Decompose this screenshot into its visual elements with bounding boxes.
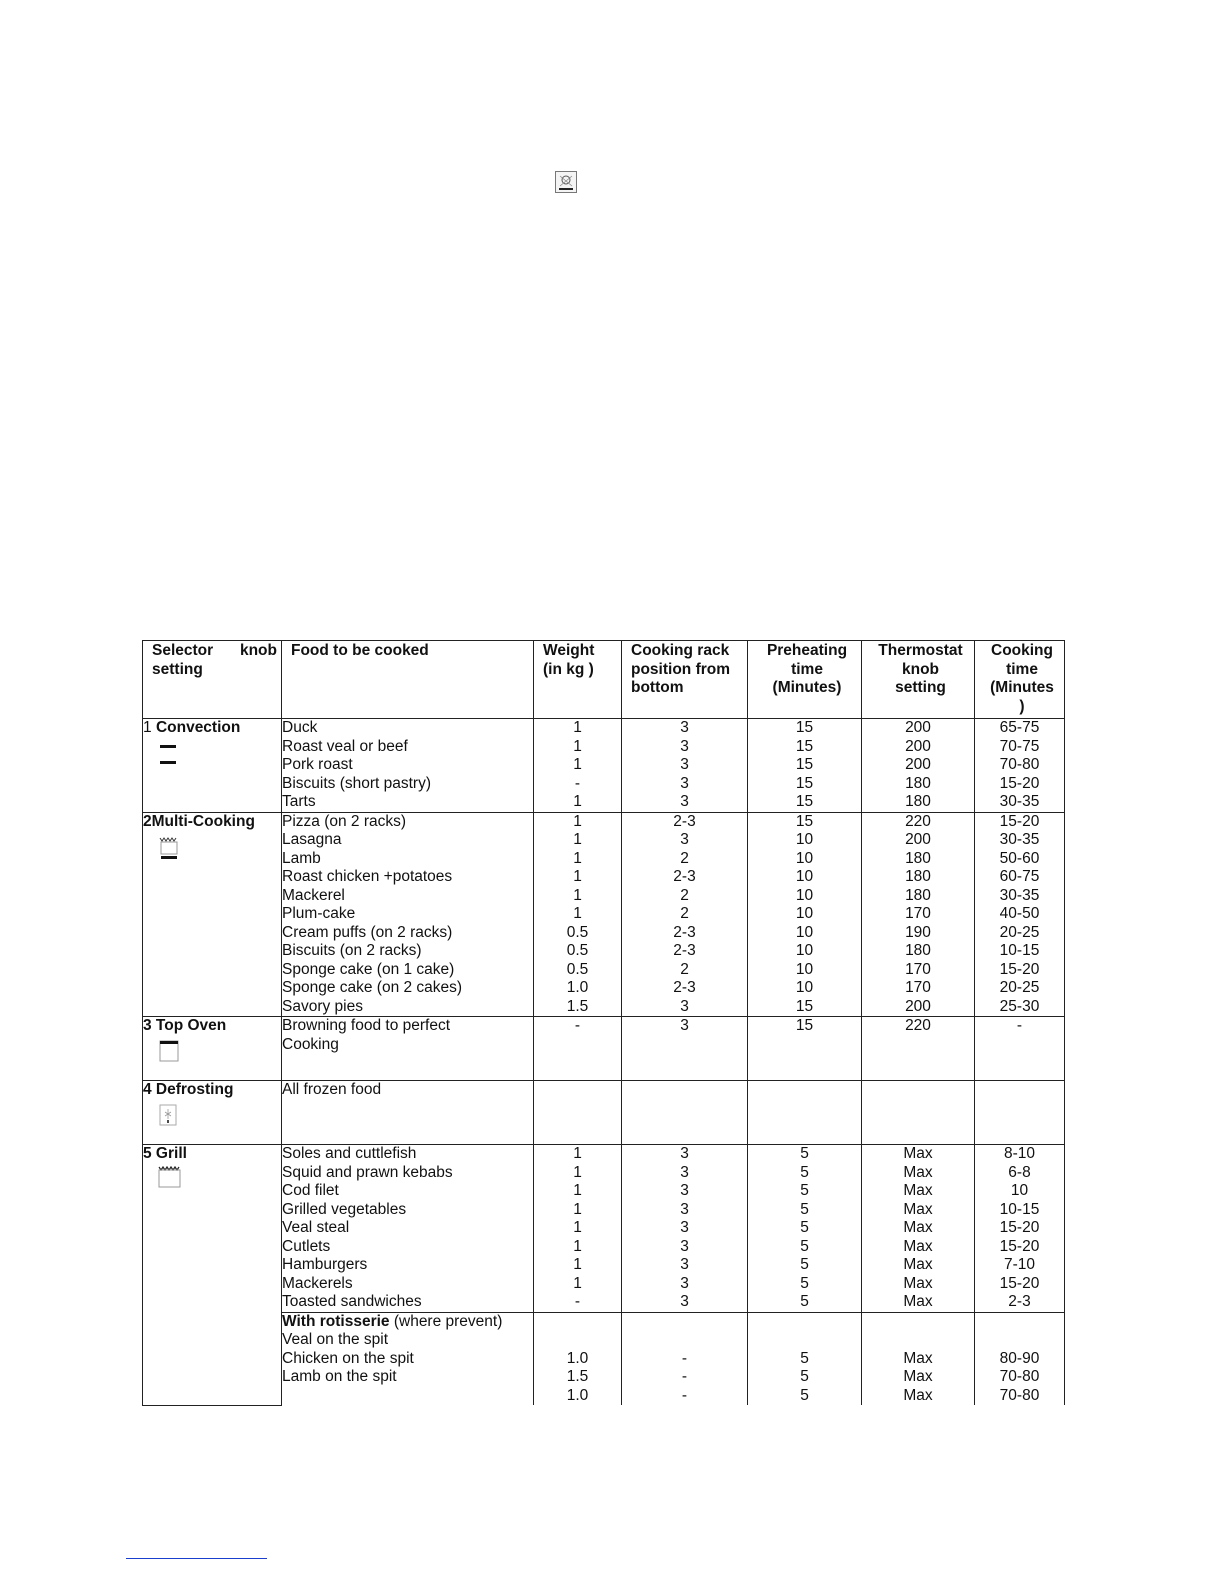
header-preheat-line: (Minutes) [772,679,842,696]
convection-weights-item: 1 [573,793,582,810]
grill-row [143,1145,1065,1313]
multi-cooking-preheat [748,812,862,1017]
multi-cooking-foods-item: Sponge cake (on 2 cakes) [282,979,463,996]
rotisserie-time-item: 70-80 [999,1386,1040,1404]
multi-cooking-racks-item: 2-3 [673,868,696,885]
header-weight-line: Weight [543,642,595,659]
header-cooktime-line: (Minutes [990,679,1054,696]
defrosting-food [282,1081,534,1145]
convection-row [143,719,1065,813]
rotisserie-time [975,1312,1065,1405]
convection-thermo-item: 180 [905,793,931,810]
rotisserie-row [143,1312,1065,1405]
convection-weights-item: 1 [573,756,582,773]
grill-weights-item: 1 [573,1200,582,1218]
multi-cooking-weights-item: 1 [573,886,582,904]
grill-time-item: 8-10 [1003,1145,1036,1162]
grill-preheat-item: 5 [800,1182,809,1199]
multi-cooking-thermo-item: 180 [905,849,931,867]
grill-time-item: 10 [1010,1182,1029,1199]
grill-weights-item: 1 [573,1163,582,1181]
multi-cooking-preheat-item: 10 [795,942,814,959]
convection-icon [157,741,281,773]
multi-cooking-weights-item: 0.5 [566,960,589,978]
convection-setting [143,719,282,813]
convection-time-item: 30-35 [999,793,1040,810]
rotisserie-racks-item: - [681,1386,688,1404]
multi-cooking-weights-item: 0.5 [566,942,589,959]
multi-cooking-racks-item: 2 [680,960,689,978]
rotisserie-racks-item: - [681,1368,688,1385]
multi-cooking-preheat-item: 10 [795,905,814,922]
defrosting-icon [157,1103,281,1133]
multi-cooking-weights-item: 1.5 [566,997,589,1015]
grill-preheat-item: 5 [800,1274,809,1292]
grill-weights [534,1145,622,1313]
multi-cooking-preheat-item: 10 [795,960,814,978]
multi-cooking-weights-item: 1 [573,831,582,848]
multi-cooking-foods-item: Plum-cake [282,905,356,922]
multi-cooking-racks-item: 3 [680,831,689,848]
multi-cooking-foods-item: Lasagna [282,831,342,848]
multi-cooking-thermo-item: 190 [905,923,931,941]
grill-weights-item: 1 [573,1274,582,1292]
grill-preheat-item: 5 [800,1145,809,1162]
footnote-separator [126,1558,267,1559]
grill-thermo [862,1145,975,1313]
multi-cooking-preheat-item: 15 [795,997,814,1015]
top-oven-thermo [862,1017,975,1081]
multi-cooking-time [975,812,1065,1017]
grill-racks-item: 3 [680,1237,689,1255]
header-setting-word: setting [152,660,203,678]
rotisserie-heading [282,1313,533,1332]
grill-thermo-item: Max [903,1293,933,1310]
rotisserie-heading-rest: (where prevent) [389,1312,503,1330]
grill-foods-item: Hamburgers [282,1256,368,1273]
rotisserie-preheat-item: 5 [800,1368,809,1385]
rotisserie-heading-bold: With rotisserie [282,1312,390,1330]
defrosting-time [975,1081,1065,1145]
convection-time-item: 70-75 [999,737,1040,755]
top-oven-label: 3 Top Oven [143,1017,227,1034]
rotisserie-weights [534,1312,622,1405]
grill-foods-item: Cutlets [282,1237,331,1255]
header-food-text: Food to be cooked [291,642,429,659]
grill-racks-item: 3 [680,1200,689,1218]
grill-time-item: 2-3 [1008,1293,1031,1310]
convection-thermo-item: 200 [905,719,931,736]
convection-preheat-item: 15 [795,737,814,755]
rotisserie-foods-item: Lamb on the spit [282,1368,397,1385]
grill-racks-item: 3 [680,1219,689,1236]
multi-cooking-weights [534,812,622,1017]
defrosting-weight [534,1081,622,1145]
convection-weights-item: - [574,774,581,792]
top-oven-thermo-value: 220 [905,1017,931,1034]
multi-cooking-thermo-item: 170 [905,905,931,922]
convection-thermo-item: 200 [905,737,931,755]
convection-racks [622,719,748,813]
rotisserie-foods-item: Veal on the spit [282,1331,388,1348]
grill-weights-item: 1 [573,1219,582,1236]
convection-foods-item: Roast veal or beef [282,737,408,755]
top-oven-time [975,1017,1065,1081]
grill-racks-item: 3 [680,1163,689,1181]
top-oven-foods [282,1017,534,1081]
multi-cooking-preheat-item: 10 [795,868,814,885]
header-selector [143,641,282,719]
multi-cooking-time-item: 25-30 [999,997,1040,1015]
multi-cooking-foods-item: Cream puffs (on 2 racks) [282,923,453,941]
grill-foods-item: Toasted sandwiches [282,1293,422,1310]
convection-label: Convection [155,719,241,736]
grill-thermo-item: Max [903,1237,933,1255]
multi-cooking-foods-item: Biscuits (on 2 racks) [282,942,422,959]
rotisserie-thermo-item: Max [903,1386,933,1404]
convection-preheat-item: 15 [795,793,814,810]
grill-time-item: 6-8 [1008,1163,1031,1181]
grill-preheat-item: 5 [800,1256,809,1273]
grill-racks-item: 3 [680,1274,689,1292]
top-oven-rack [622,1017,748,1081]
rotisserie-racks-item: - [681,1349,688,1367]
multi-cooking-icon [157,834,281,868]
defrosting-row [143,1081,1065,1145]
multi-cooking-racks-item: 2 [680,905,689,922]
header-thermo-line: setting [895,679,946,696]
grill-thermo-item: Max [903,1145,933,1162]
defrosting-rack [622,1081,748,1145]
header-cooktime-line: ) [1019,697,1025,715]
grill-preheat-item: 5 [800,1293,809,1310]
header-thermostat [862,641,975,719]
grill-time-item: 15-20 [999,1237,1040,1255]
convection-thermo [862,719,975,813]
grill-weights-item: 1 [573,1182,582,1199]
convection-thermo-item: 180 [905,774,931,792]
grill-thermo-item: Max [903,1219,933,1236]
grill-icon [157,1164,281,1196]
grill-weights-item: 1 [573,1237,582,1255]
grill-thermo-item: Max [903,1200,933,1218]
rotisserie-foods [282,1312,534,1405]
rotisserie-preheat-item: 5 [800,1386,809,1404]
defrosting-preheat [748,1081,862,1145]
convection-time [975,719,1065,813]
grill-preheat-item: 5 [800,1219,809,1236]
convection-time-item: 70-80 [999,756,1040,773]
rotisserie-preheat-item: 5 [800,1349,809,1367]
multi-cooking-preheat-item: 10 [795,923,814,941]
multi-cooking-time-item: 50-60 [999,849,1040,867]
rotisserie-preheat [748,1312,862,1405]
header-cooktime-line: Cooking [991,642,1053,659]
grill-foods-item: Mackerels [282,1274,353,1292]
grill-preheat [748,1145,862,1313]
multi-cooking-racks-item: 2-3 [673,812,696,830]
convection-number: 1 [143,719,152,736]
multi-cooking-racks [622,812,748,1017]
rotisserie-weights-item: 1.0 [566,1386,589,1404]
header-knob-word: knob [239,642,277,659]
rotisserie-time-item: 80-90 [999,1349,1040,1367]
multi-cooking-racks-item: 2-3 [673,923,696,941]
header-weight-line: (in kg ) [543,660,594,678]
grill-racks-item: 3 [680,1256,689,1273]
multi-cooking-thermo-item: 170 [905,979,931,996]
convection-racks-item: 3 [680,719,689,736]
multi-cooking-foods-item: Savory pies [282,997,363,1015]
convection-time-item: 65-75 [999,719,1040,736]
header-cooking-time [975,641,1065,719]
convection-racks-item: 3 [680,737,689,755]
rotisserie-foods-item: Chicken on the spit [282,1349,414,1367]
grill-foods-item: Veal steal [282,1219,350,1236]
grill-preheat-item: 5 [800,1200,809,1218]
multi-cooking-foods-item: Mackerel [282,886,345,904]
multi-cooking-setting [143,812,282,1017]
grill-preheat-item: 5 [800,1237,809,1255]
rotisserie-thermo-item: Max [903,1368,933,1385]
multi-cooking-time-item: 30-35 [999,831,1040,848]
grill-time-item: 7-10 [1003,1256,1036,1273]
multi-cooking-racks-item: 3 [680,997,689,1015]
multi-cooking-foods-item: Sponge cake (on 1 cake) [282,960,455,978]
multi-cooking-row [143,812,1065,1017]
grill-thermo-item: Max [903,1256,933,1273]
defrosting-food-text: All frozen food [282,1081,382,1098]
grill-time-item: 10-15 [999,1200,1040,1218]
multi-cooking-time-item: 30-35 [999,886,1040,904]
header-rack [622,641,748,719]
convection-weights [534,719,622,813]
multi-cooking-time-item: 10-15 [999,942,1040,959]
convection-time-item: 15-20 [999,774,1040,792]
convection-foods-item: Biscuits (short pastry) [282,774,432,792]
defrosting-label: 4 Defrosting [143,1081,234,1098]
top-oven-preheat [748,1017,862,1081]
multi-cooking-foods-item: Lamb [282,849,321,867]
convection-racks-item: 3 [680,756,689,773]
multi-cooking-preheat-item: 10 [795,831,814,848]
grill-racks-item: 3 [680,1145,689,1162]
multi-cooking-thermo-item: 200 [905,831,931,848]
multi-cooking-weights-item: 1 [573,905,582,922]
convection-foods [282,719,534,813]
multi-cooking-thermo-item: 220 [905,812,931,830]
multi-cooking-weights-item: 1.0 [566,979,589,996]
multi-cooking-racks-item: 2-3 [673,942,696,959]
multi-cooking-foods-item: Pizza (on 2 racks) [282,812,407,830]
grill-time-item: 15-20 [999,1274,1040,1292]
convection-racks-item: 3 [680,774,689,792]
convection-preheat [748,719,862,813]
multi-cooking-racks-item: 2 [680,886,689,904]
convection-preheat-item: 15 [795,756,814,773]
header-food [282,641,534,719]
convection-thermo-item: 200 [905,756,931,773]
convection-racks-item: 3 [680,793,689,810]
convection-weights-item: 1 [573,737,582,755]
grill-racks-item: 3 [680,1182,689,1199]
grill-thermo-item: Max [903,1163,933,1181]
multi-cooking-label: 2Multi-Cooking [143,812,255,830]
multi-cooking-foods [282,812,534,1017]
rotisserie-racks [622,1312,748,1405]
grill-thermo-item: Max [903,1182,933,1199]
multi-cooking-thermo [862,812,975,1017]
rotisserie-weights-item: 1.5 [566,1368,589,1385]
grill-foods-item: Squid and prawn kebabs [282,1163,453,1181]
header-thermo-line: knob [901,660,940,678]
grill-weights-item: - [574,1293,581,1310]
header-preheating [748,641,862,719]
top-oven-preheat-value: 15 [795,1017,814,1034]
rotisserie-time-item: 70-80 [999,1368,1040,1385]
grill-label: 5 Grill [143,1145,187,1162]
top-oven-foods-item: Browning food to perfect [282,1017,451,1034]
top-oven-setting [143,1017,282,1081]
multi-cooking-thermo-item: 170 [905,960,931,978]
cooking-table [142,640,1065,1406]
multi-cooking-thermo-item: 180 [905,942,931,959]
grill-preheat-item: 5 [800,1163,809,1181]
multi-cooking-preheat-item: 10 [795,886,814,904]
rotisserie-thermo [862,1312,975,1405]
multi-cooking-weights-item: 1 [573,868,582,885]
header-cooktime-line: time [1006,660,1038,678]
multi-cooking-time-item: 15-20 [999,960,1040,978]
grill-racks-item: 3 [680,1293,689,1310]
top-oven-rack-value: 3 [680,1017,689,1034]
top-oven-icon [157,1039,281,1069]
rotisserie-thermo-item: Max [903,1349,933,1367]
multi-cooking-weights-item: 1 [573,812,582,830]
grill-racks [622,1145,748,1313]
multi-cooking-racks-item: 2-3 [673,979,696,996]
multi-cooking-preheat-item: 15 [795,812,814,830]
multi-cooking-time-item: 60-75 [999,868,1040,885]
multi-cooking-foods-item: Roast chicken +potatoes [282,868,453,885]
grill-weights-item: 1 [573,1256,582,1273]
grill-foods-item: Cod filet [282,1182,339,1199]
header-row [143,641,1065,719]
multi-cooking-time-item: 20-25 [999,923,1040,941]
convection-foods-item: Pork roast [282,756,353,773]
header-rack-line: bottom [631,679,684,696]
top-oven-row [143,1017,1065,1081]
header-rack-line: Cooking rack [631,642,730,659]
multi-cooking-thermo-item: 180 [905,868,931,885]
grill-foods-item: Grilled vegetables [282,1200,407,1218]
multi-cooking-preheat-item: 10 [795,979,814,996]
grill-setting [143,1145,282,1406]
header-selector-word: Selector [152,642,214,659]
top-oven-weight [534,1017,622,1081]
multi-cooking-weights-item: 1 [573,849,582,867]
multi-cooking-time-item: 40-50 [999,905,1040,922]
oven-symbol-icon [555,171,577,193]
multi-cooking-preheat-item: 10 [795,849,814,867]
header-preheat-line: time [791,660,823,678]
defrosting-thermo [862,1081,975,1145]
multi-cooking-thermo-item: 180 [905,886,931,904]
grill-foods [282,1145,534,1313]
rotisserie-weights-item: 1.0 [566,1349,589,1367]
convection-weights-item: 1 [573,719,582,736]
multi-cooking-time-item: 15-20 [999,812,1040,830]
grill-foods-item: Soles and cuttlefish [282,1145,417,1162]
multi-cooking-thermo-item: 200 [905,997,931,1015]
grill-time [975,1145,1065,1313]
header-thermo-line: Thermostat [878,642,963,659]
header-preheat-line: Preheating [766,642,848,659]
grill-weights-item: 1 [573,1145,582,1162]
convection-foods-item: Tarts [282,793,316,810]
defrosting-setting [143,1081,282,1145]
grill-time-item: 15-20 [999,1219,1040,1236]
convection-preheat-item: 15 [795,719,814,736]
header-weight [534,641,622,719]
multi-cooking-time-item: 20-25 [999,979,1040,996]
top-oven-weight-value: - [574,1017,581,1034]
multi-cooking-racks-item: 2 [680,849,689,867]
convection-preheat-item: 15 [795,774,814,792]
top-oven-time-value: - [1016,1017,1023,1034]
top-oven-foods-item: Cooking [282,1035,339,1053]
header-rack-line: position from [631,660,731,678]
multi-cooking-weights-item: 0.5 [566,923,589,941]
grill-thermo-item: Max [903,1274,933,1292]
convection-foods-item: Duck [282,719,318,736]
